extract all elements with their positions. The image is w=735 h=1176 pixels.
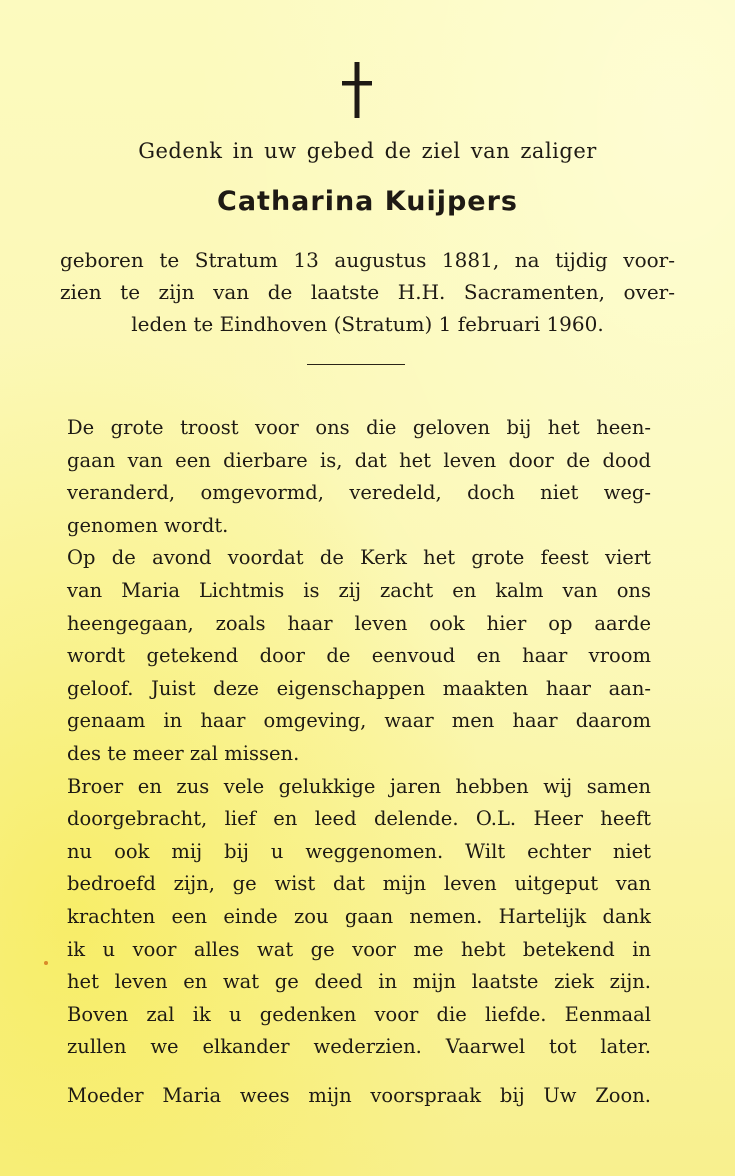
deceased-name: Catharina Kuijpers xyxy=(217,186,518,217)
text-line: geloof. Juist deze eigenschappen maakten haar aan- xyxy=(67,676,651,700)
text-line: wordt getekend door de eenvoud en haar vroom xyxy=(67,644,651,668)
text-line: des te meer zal missen. xyxy=(67,741,300,765)
text-line: genomen wordt. xyxy=(67,513,229,537)
text-line: doorgebracht, lief en leed delende. O.L. Heer heeft xyxy=(67,807,651,831)
birth-death-line: leden te Eindhoven (Stratum) 1 februari 1960. xyxy=(131,312,604,336)
text-line: het leven en wat ge deed in mijn laatste ziek zijn. xyxy=(67,970,651,994)
text-line: nu ook mij bij u weggenomen. Wilt echter niet xyxy=(67,839,651,863)
text-line: van Maria Lichtmis is zij zacht en kalm van ons xyxy=(67,578,651,602)
text-line: bedroefd zijn, ge wist dat mijn leven uitgeput van xyxy=(67,872,651,896)
birth-death-line: geboren te Stratum 13 augustus 1881, na tijdig voor- xyxy=(60,248,675,272)
closing-prayer: Moeder Maria wees mijn voorspraak bij Uw Zoon. xyxy=(67,1084,651,1107)
text-line: Op de avond voordat de Kerk het grote feest viert xyxy=(67,546,651,570)
latin-cross-icon xyxy=(0,62,735,120)
invocation-text: Gedenk in uw gebed de ziel van zaliger xyxy=(138,139,597,163)
text-line: ik u voor alles wat ge voor me hebt betekend in xyxy=(67,937,651,961)
paper-speck xyxy=(44,961,48,965)
birth-death-details xyxy=(60,244,675,340)
divider-rule xyxy=(307,364,405,365)
text-line: veranderd, omgevormd, veredeld, doch niet weg- xyxy=(67,481,651,505)
memorial-text xyxy=(67,412,651,1064)
text-line: zullen we elkander wederzien. Vaarwel tot later. xyxy=(67,1035,651,1059)
text-line: genaam in haar omgeving, waar men haar daarom xyxy=(67,709,651,733)
text-line: Boven zal ik u gedenken voor die liefde. Eenmaal xyxy=(67,1002,651,1026)
text-line: gaan van een dierbare is, dat het leven door de dood xyxy=(67,448,651,472)
birth-death-line: zien te zijn van de laatste H.H. Sacramenten, over- xyxy=(60,280,675,304)
text-line: heengegaan, zoals haar leven ook hier op aarde xyxy=(67,611,651,635)
text-line: krachten een einde zou gaan nemen. Hartelijk dank xyxy=(67,904,651,928)
text-line: Broer en zus vele gelukkige jaren hebben wij samen xyxy=(67,774,651,798)
text-line: De grote troost voor ons die geloven bij het heen- xyxy=(67,416,651,439)
